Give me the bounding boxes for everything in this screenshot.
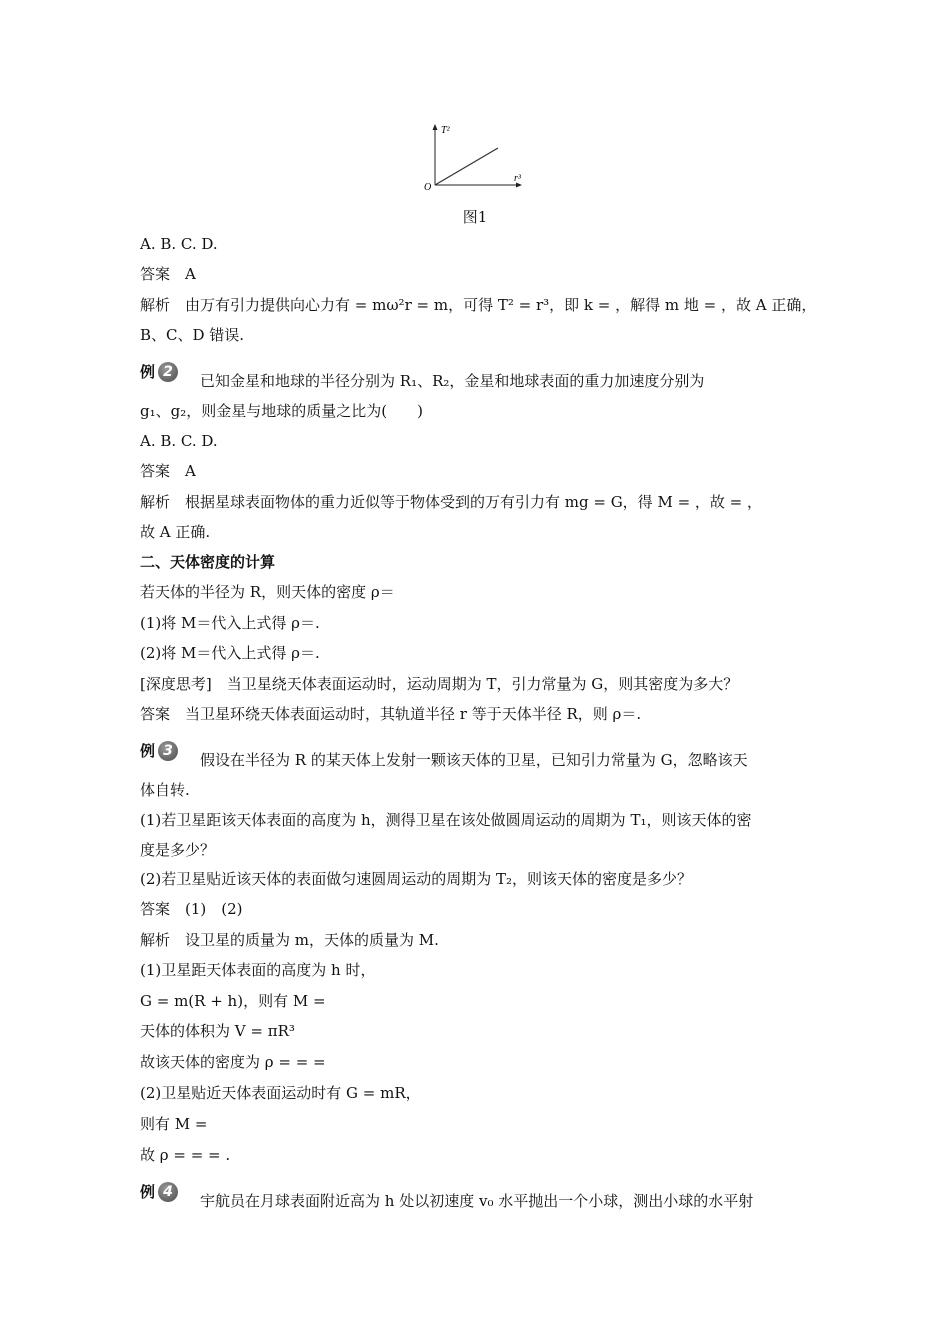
analysis-line-cont: 故 A 正确. xyxy=(140,523,211,541)
solution-step: 天体的体积为 V = πR³ xyxy=(140,1022,295,1040)
section-heading: 二、天体密度的计算 xyxy=(140,553,276,571)
solution-step: (2)卫星贴近天体表面运动时有 G = mR， xyxy=(140,1084,421,1102)
example-3-question-cont: 体自转. xyxy=(140,781,190,799)
example-number-badge: 2 xyxy=(158,362,178,382)
example-3-question: 假设在半径为 R 的某天体上发射一颗该天体的卫星，已知引力常量为 G，忽略该天 xyxy=(200,751,748,769)
y-axis-arrow xyxy=(433,124,438,130)
example-number-badge: 4 xyxy=(158,1182,178,1202)
analysis-line: 解析 由万有引力提供向心力有 = mω²r = m，可得 T² = r³，即 k = ，解得 m 地 = ，故 A 正确， xyxy=(140,296,817,314)
example-3-marker xyxy=(140,741,178,761)
y-axis-label: T² xyxy=(441,125,450,136)
deep-thinking-answer: 答案 当卫星环绕天体表面运动时，其轨道半径 r 等于天体半径 R，则 ρ＝. xyxy=(140,705,642,723)
example-4-marker xyxy=(140,1182,178,1202)
solution-step: 则有 M = xyxy=(140,1115,208,1133)
example-3-part-1-cont: 度是多少？ xyxy=(140,841,216,859)
example-label: 例 xyxy=(140,742,156,760)
density-intro: 若天体的半径为 R，则天体的密度 ρ＝ xyxy=(140,583,395,601)
analysis-line-cont: B、C、D 错误. xyxy=(140,326,245,344)
graph-line xyxy=(435,148,498,185)
options-line: A. B. C. D. xyxy=(140,432,218,450)
figure-t2-r3-graph xyxy=(420,120,530,195)
solution-step: 故 ρ = = = . xyxy=(140,1146,231,1164)
example-3-part-2: (2)若卫星贴近该天体的表面做匀速圆周运动的周期为 T₂，则该天体的密度是多少？ xyxy=(140,870,693,888)
solution-step: (1)卫星距天体表面的高度为 h 时， xyxy=(140,961,376,979)
example-number-badge: 3 xyxy=(158,741,178,761)
density-formula-1: (1)将 M＝代入上式得 ρ＝. xyxy=(140,614,320,632)
example-3-part-1: (1)若卫星距该天体表面的高度为 h，测得卫星在该处做圆周运动的周期为 T₁，则该天体的密 xyxy=(140,811,752,829)
density-formula-2: (2)将 M＝代入上式得 ρ＝. xyxy=(140,644,320,662)
answer-line: 答案 A xyxy=(140,265,196,283)
example-4-question: 宇航员在月球表面附近高为 h 处以初速度 v₀ 水平抛出一个小球，测出小球的水平射 xyxy=(200,1192,754,1210)
answer-line: 答案 (1) (2) xyxy=(140,900,243,918)
x-axis-label: r³ xyxy=(514,173,521,184)
example-2-question-cont: g₁、g₂，则金星与地球的质量之比为( ) xyxy=(140,402,423,420)
analysis-line: 解析 根据星球表面物体的重力近似等于物体受到的万有引力有 mg = G，得 M = ，故 = ， xyxy=(140,493,763,511)
analysis-line: 解析 设卫星的质量为 m，天体的质量为 M. xyxy=(140,931,439,949)
answer-line: 答案 A xyxy=(140,462,196,480)
solution-step: G = m(R + h)，则有 M = xyxy=(140,992,326,1010)
options-line: A. B. C. D. xyxy=(140,235,218,253)
solution-step: 故该天体的密度为 ρ = = = xyxy=(140,1053,326,1071)
origin-label: O xyxy=(424,182,432,193)
example-2-question: 已知金星和地球的半径分别为 R₁、R₂，金星和地球表面的重力加速度分别为 xyxy=(200,372,705,390)
example-label: 例 xyxy=(140,1183,156,1201)
figure-caption: 图1 xyxy=(462,208,488,226)
example-2-marker xyxy=(140,362,178,382)
deep-thinking: [深度思考] 当卫星绕天体表面运动时，运动周期为 T，引力常量为 G，则其密度为多大？ xyxy=(140,675,739,693)
example-label: 例 xyxy=(140,363,156,381)
